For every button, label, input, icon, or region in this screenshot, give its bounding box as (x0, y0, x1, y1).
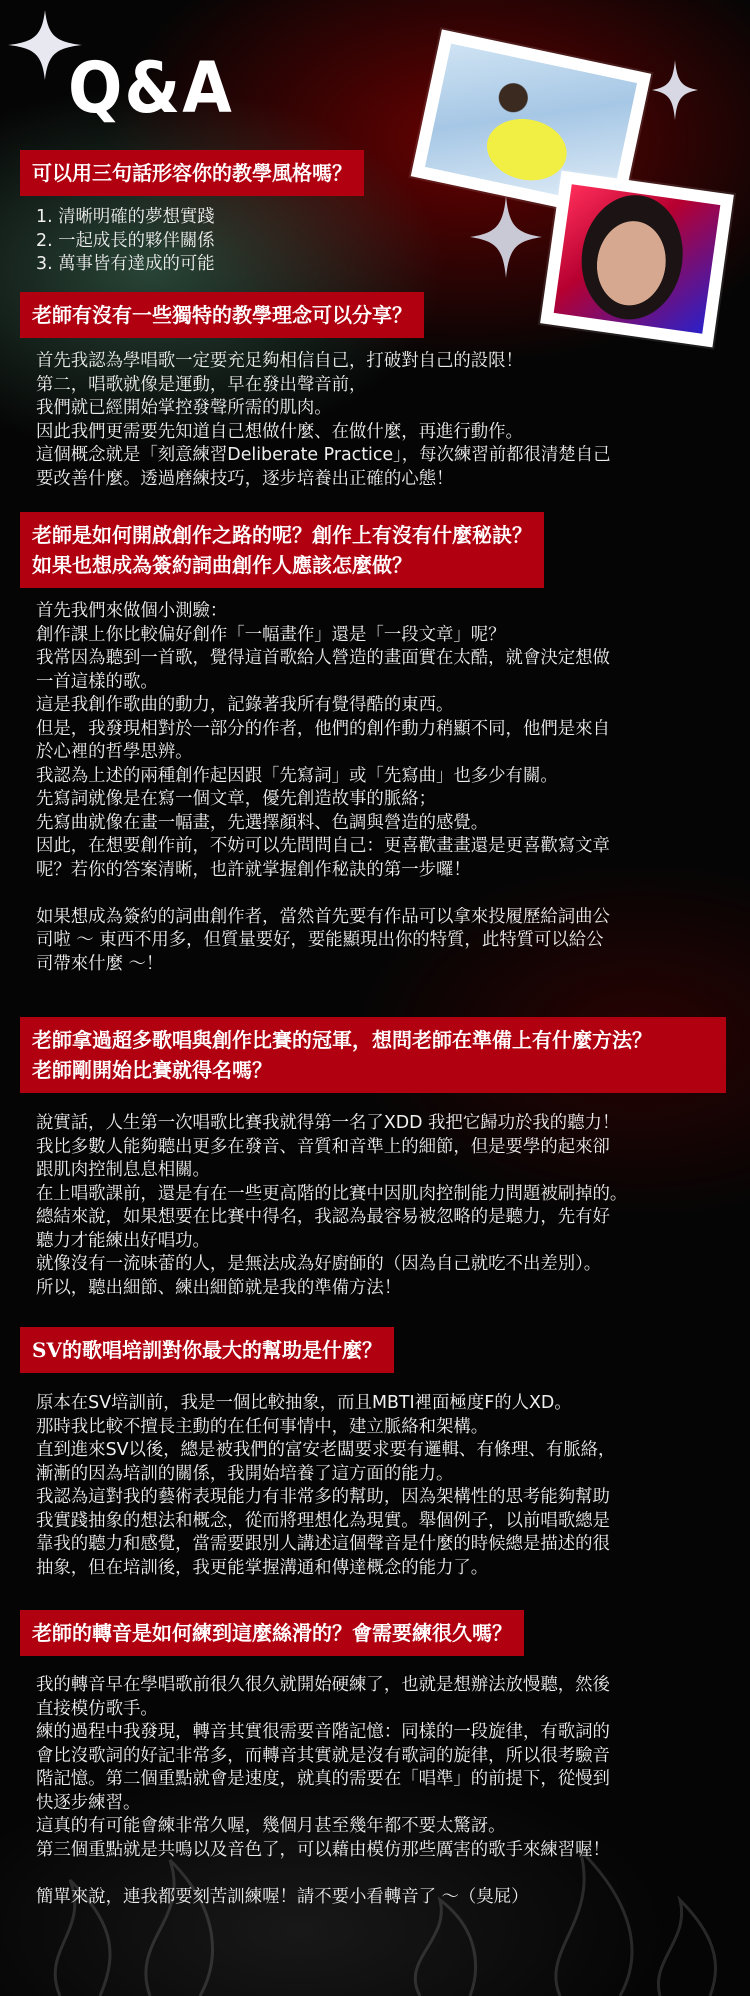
question-heading: 老師有沒有一些獨特的教學理念可以分享？ (20, 292, 424, 338)
answer-text: 首先我認為學唱歌一定要充足夠相信自己，打破對自己的設限！ 第二，唱歌就像是運動，早在發出聲音前， 我們就已經開始掌控發聲所需的肌肉。 因此我們更需要先知道自己想做什麼、在做什麼，再進行動作。 這個概念就是「刻意練習Deliberate Practice」，每次練習前都很清楚自己 要改善什麼。透過磨練技巧，逐步培養出正確的心態！ (36, 351, 611, 489)
question-heading: 老師是如何開啟創作之路的呢？創作上有沒有什麼秘訣？ 如果也想成為簽約詞曲創作人應該怎麼做？ (20, 512, 544, 588)
question-heading: 老師拿過超多歌唱與創作比賽的冠軍，想問老師在準備上有什麼方法？ 老師剛開始比賽就得名嗎？ (20, 1017, 726, 1093)
answer-text: 1. 清晰明確的夢想實踐 2. 一起成長的夥伴關係 3. 萬事皆有達成的可能 (36, 207, 215, 274)
question-heading: 老師的轉音是如何練到這麼絲滑的？會需要練很久嗎？ (20, 1610, 524, 1656)
answer-text: 我的轉音早在學唱歌前很久很久就開始硬練了，也就是想辦法放慢聽，然後 直接模仿歌手。 練的過程中我發現，轉音其實很需要音階記憶：同樣的一段旋律，有歌詞的 會比沒歌詞的好記非常多，而轉音其實就是沒有歌詞的旋律，所以很考驗音 階記憶。第二個重點就會是速度，就真的需要在「唱準」的前提下，從慢到 快逐步練習。 這真的有可能會練非常久喔，幾個月甚至幾年都不要太驚訝。 第三個重點就是共鳴以及音色了，可以藉由模仿那些厲害的歌手來練習喔！ 簡單來說，連我都要刻苦訓練喔！請不要小看轉音了 ～（臭屁） (36, 1675, 610, 1907)
question-heading: 可以用三句話形容你的教學風格嗎？ (20, 150, 364, 196)
sparkle-icon (652, 60, 698, 120)
answer-text: 原本在SV培訓前，我是一個比較抽象，而且MBTI裡面極度F的人XD。 那時我比較不擅長主動的在任何事情中，建立脈絡和架構。 直到進來SV以後，總是被我們的富安老闆要求要有邏輯、有條理、有脈絡， 漸漸的因為培訓的關係，我開始培養了這方面的能力。 我認為這對我的藝術表現能力有非常多的幫助，因為架構性的思考能夠幫助 我實踐抽象的想法和概念，從而將理想化為現實。舉個例子，以前唱歌總是 靠我的聽力和感覺，當需要跟別人講述這個聲音是什麼的時候總是描述的很 抽象，但在培訓後，我更能掌握溝通和傳達概念的能力了。 (36, 1393, 616, 1578)
answer-text: 首先我們來做個小測驗： 創作課上你比較偏好創作「一幅畫作」還是「一段文章」呢？ 我常因為聽到一首歌，覺得這首歌給人營造的畫面實在太酷，就會決定想做 一首這樣的歌。 這是我創作歌曲的動力，記錄著我所有覺得酷的東西。 但是，我發現相對於一部分的作者，他們的創作動力稍顯不同，他們是來自 於心裡的哲學思辨。 我認為上述的兩種創作起因跟「先寫詞」或「先寫曲」也多少有關。 先寫詞就像是在寫一個文章，優先創造故事的脈絡； 先寫曲就像在畫一幅畫，先選擇顏料、色調與營造的感覺。 因此，在想要創作前，不妨可以先問問自己：更喜歡畫畫還是更喜歡寫文章 呢？若你的答案清晰，也許就掌握創作秘訣的第一步囉！ 如果想成為簽約的詞曲創作者，當然首先要有作品可以拿來投履歷給詞曲公 司啦 ～ 東西不用多，但質量要好，要能顯現出你的特質，此特質可以給公 司帶來什麼 ～！ (36, 601, 610, 974)
answer-text: 說實話，人生第一次唱歌比賽我就得第一名了XDD 我把它歸功於我的聽力！ 我比多數人能夠聽出更多在發音、音質和音準上的細節，但是要學的起來卻 跟肌肉控制息息相關。 在上唱歌課前，還是有在一些更高階的比賽中因肌肉控制能力問題被刷掉的。 總結來說，如果想要在比賽中得名，我認為最容易被忽略的是聽力，先有好 聽力才能練出好唱功。 就像沒有一流味蕾的人，是無法成為好廚師的（因為自己就吃不出差別）。 所以，聽出細節、練出細節就是我的準備方法！ (36, 1113, 628, 1298)
question-heading: SV的歌唱培訓對你最大的幫助是什麼？ (20, 1327, 394, 1373)
flame-decoration (0, 1840, 750, 1996)
page-title: Q&A (68, 48, 234, 130)
